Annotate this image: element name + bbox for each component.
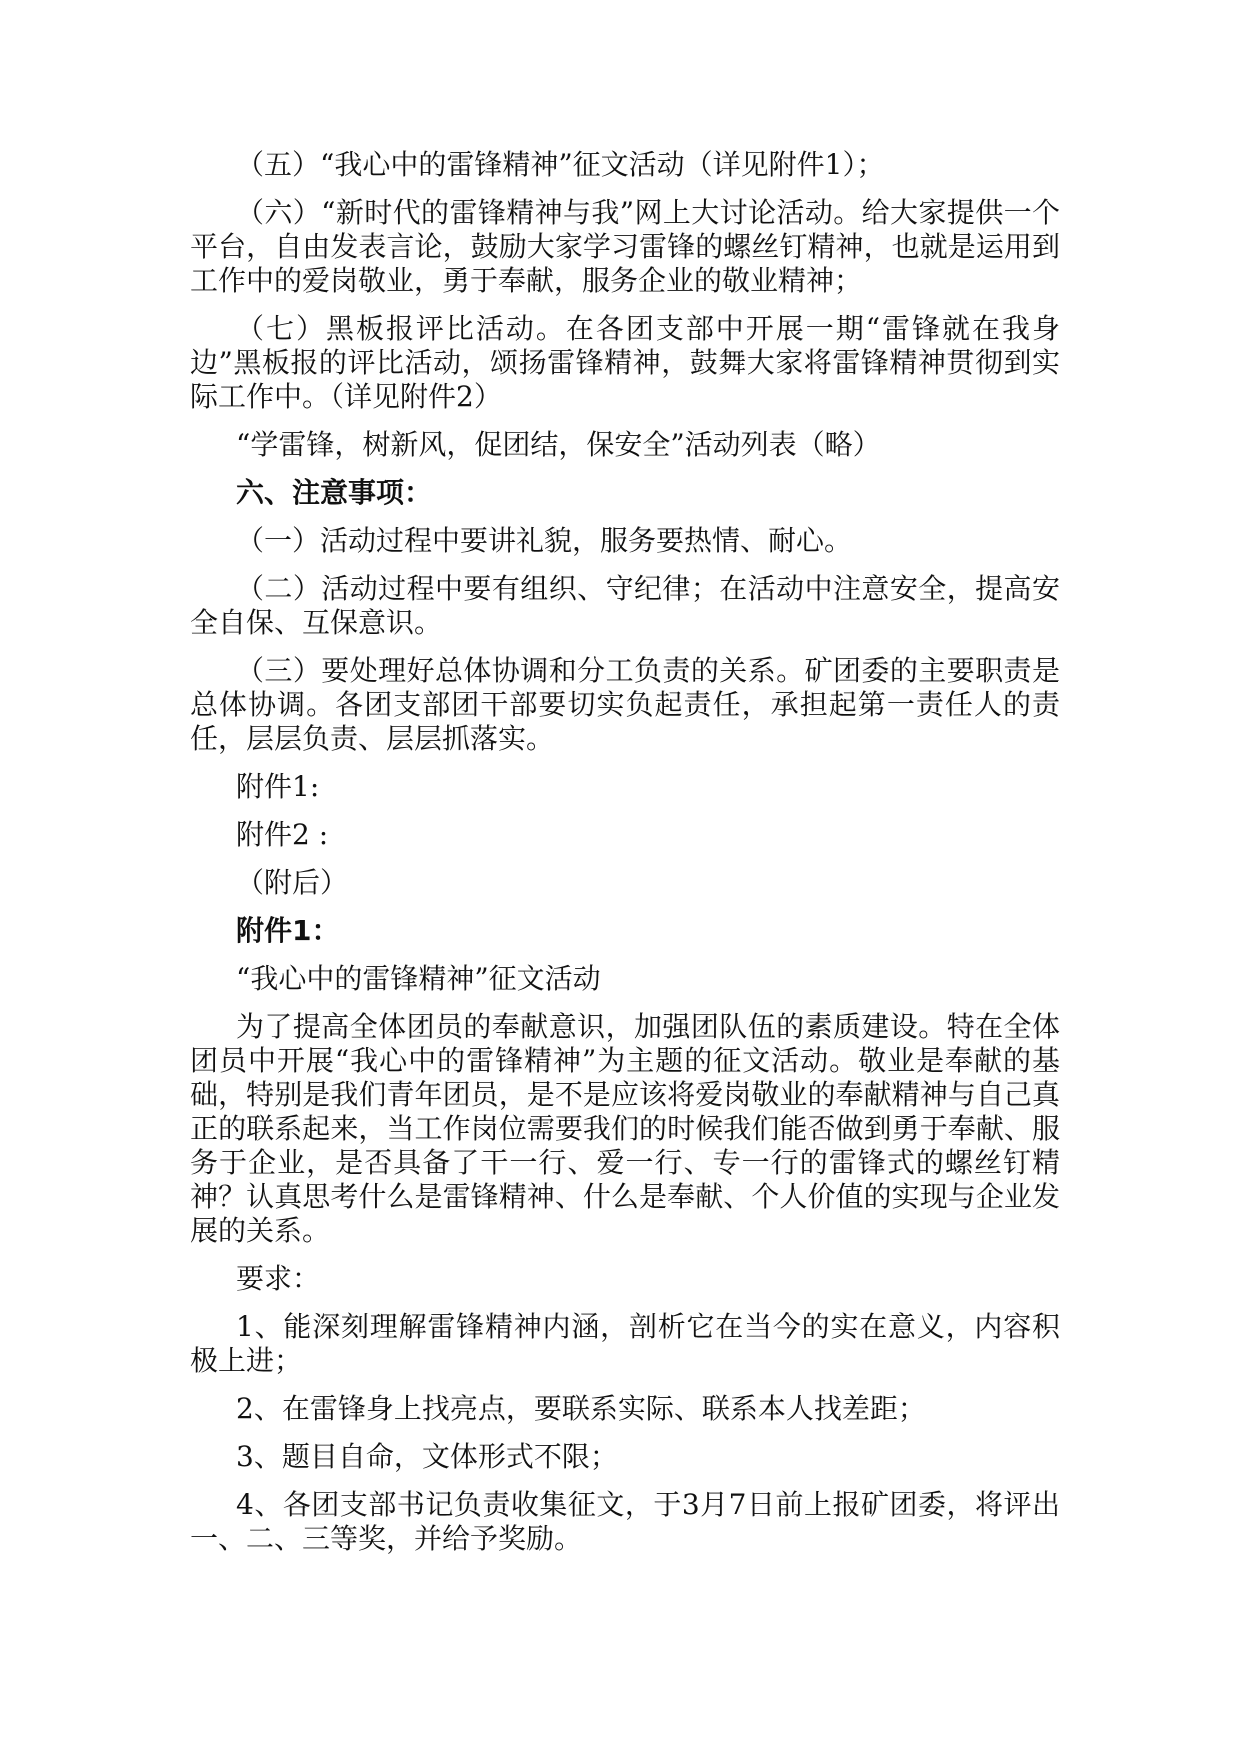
paragraph-item-7: （七）黑板报评比活动。在各团支部中开展一期“雷锋就在我身边”黑板报的评比活动，颂扬雷锋精神，鼓舞大家将雷锋精神贯彻到实际工作中。（详见附件2）	[190, 312, 1060, 413]
requirements-heading: 要求：	[236, 1262, 321, 1295]
essay-activity-title: “我心中的雷锋精神”征文活动	[236, 962, 601, 995]
section-heading-notes: 六、注意事项：	[236, 476, 433, 509]
paragraph-item-5: （五）“我心中的雷锋精神”征文活动（详见附件1）；	[236, 148, 885, 181]
paragraph-item-6: （六）“新时代的雷锋精神与我”网上大讨论活动。给大家提供一个平台，自由发表言论，鼓励大家学习雷锋的螺丝钉精神，也就是运用到工作中的爱岗敬业，勇于奉献，服务企业的敬业精神；	[190, 196, 1060, 297]
requirement-item-2: 2、在雷锋身上找亮点，要联系实际、联系本人找差距；	[236, 1392, 926, 1425]
attachment-note: （附后）	[236, 866, 349, 899]
note-item-2: （二）活动过程中要有组织、守纪律；在活动中注意安全，提高安全自保、互保意识。	[190, 572, 1060, 639]
note-item-1: （一）活动过程中要讲礼貌，服务要热情、耐心。	[236, 524, 853, 557]
document-body	[190, 148, 1060, 1570]
requirement-item-1: 1、能深刻理解雷锋精神内涵，剖析它在当今的实在意义，内容积极上进；	[190, 1310, 1060, 1377]
attachment-heading: 附件1：	[236, 914, 340, 947]
requirement-item-4: 4、各团支部书记负责收集征文，于3月7日前上报矿团委，将评出一、二、三等奖，并给予奖励。	[190, 1488, 1060, 1555]
note-item-3: （三）要处理好总体协调和分工负责的关系。矿团委的主要职责是总体协调。各团支部团干部要切实负起责任，承担起第一责任人的责任，层层负责、层层抓落实。	[190, 654, 1060, 755]
attachment-label-1: 附件1:	[236, 770, 320, 803]
attachment-label-2: 附件2 :	[236, 818, 329, 851]
activity-list-note: “学雷锋，树新风，促团结，保安全”活动列表（略）	[236, 428, 881, 461]
essay-activity-description: 为了提高全体团员的奉献意识，加强团队伍的素质建设。特在全体团员中开展“我心中的雷锋精神”为主题的征文活动。敬业是奉献的基础，特别是我们青年团员，是不是应该将爱岗敬业的奉献精神与自己真正的联系起来，当工作岗位需要我们的时候我们能否做到勇于奉献、服务于企业，是否具备了干一行、爱一行、专一行的雷锋式的螺丝钉精神？认真思考什么是雷锋精神、什么是奉献、个人价值的实现与企业发展的关系。	[190, 1010, 1060, 1247]
requirement-item-3: 3、题目自命，文体形式不限；	[236, 1440, 618, 1473]
